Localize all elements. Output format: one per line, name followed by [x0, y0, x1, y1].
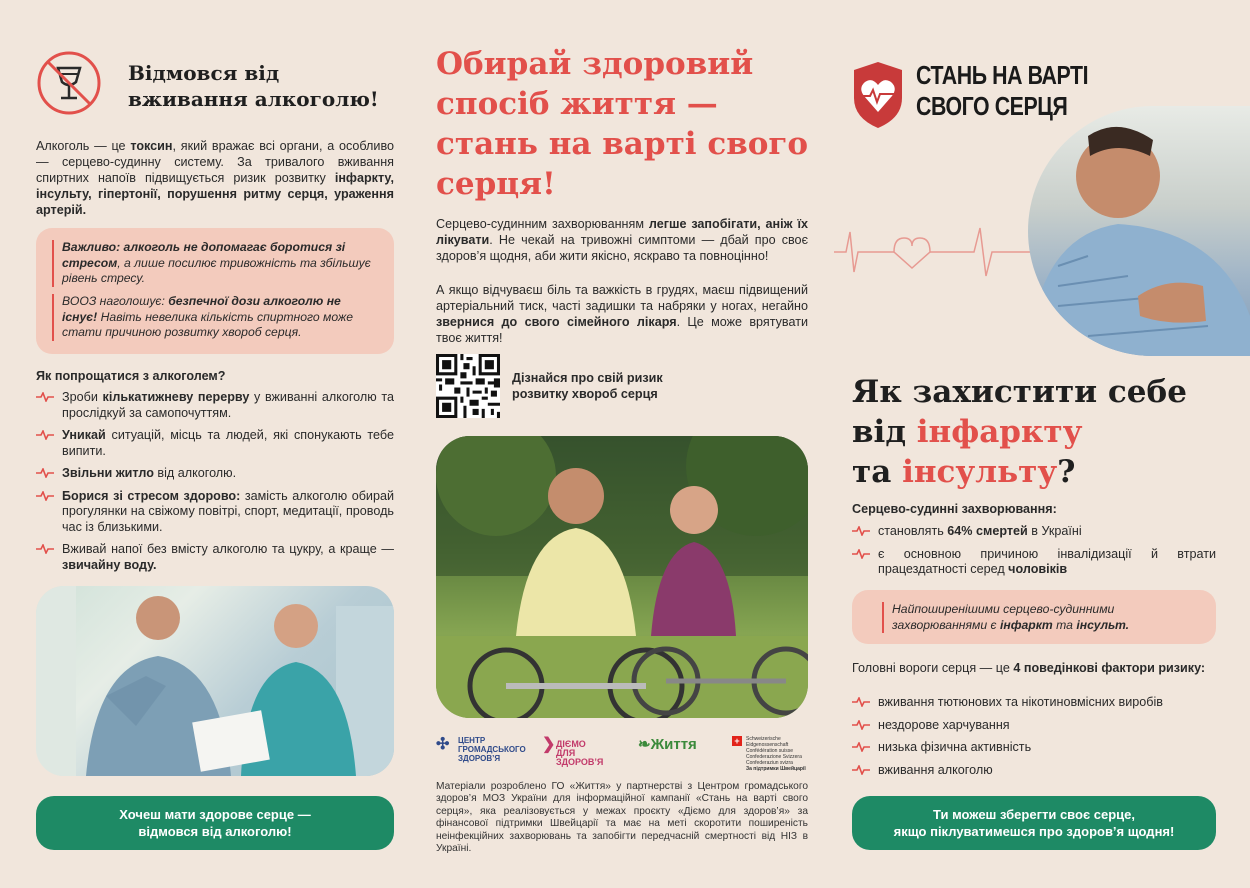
cycling-couple-photo	[436, 436, 808, 718]
list-item: становлять 64% смертей в Україні	[852, 524, 1216, 540]
warning-text: ВООЗ наголошує: безпечної дози алкоголю не існує! Навіть невелика кількість спиртного може стати причиною розвитку хвороб серця.	[52, 294, 378, 341]
banner-line: Хочеш мати здорове серце —	[119, 807, 311, 822]
quit-alcohol-banner	[36, 796, 394, 850]
campaign-brand: СТАНЬ НА ВАРТІ СВОГО СЕРЦЯ	[916, 60, 1089, 121]
zhyttia-logo: ❧Життя	[638, 736, 697, 753]
partner-logos: ✣ ЦЕНТР ГРОМАДСЬКОГО ЗДОРОВ’Я ❯ ДІЄМО ДЛЯ ЗДОРОВ’Я ❧Життя + Schweizerische Eidgenossenschaft Confédération suisse Confederazione Svizzera Confederaziun svizra За підтримки Швейцарії	[436, 736, 806, 772]
man-chest-pain-photo	[1028, 106, 1250, 356]
tips-heading: Як попрощатися з алкоголем?	[36, 369, 226, 383]
cvd-facts-list	[852, 524, 1216, 585]
list-item: є основною причиною інвалідизації й втрати працездатності серед чоловіків	[852, 547, 1216, 578]
heartbeat-bullet-icon	[852, 720, 870, 730]
left-panel	[0, 0, 416, 888]
qr-caption: Дізнайся про свій ризик розвитку хвороб серця	[512, 371, 663, 401]
intro-paragraph: Алкоголь — це токсин, який вражає всі органи, а особливо — серцево-судинну систему. За тривалого вживання спиртних напоїв підвищується ризик розвитку інфаркту, інсульту, гіпертонії, порушення ритму серця, ураження артерій.	[36, 139, 394, 217]
photo-illustration	[1028, 106, 1250, 356]
title-line: вживання алкоголю!	[128, 87, 379, 111]
cvd-heading: Серцево-судинні захворювання:	[852, 502, 1057, 516]
main-headline: Обирай здоровий спосіб життя — стань на варті свого серця!	[436, 46, 809, 202]
list-item: Зроби кількатижневу перерву у вживанні алкоголю та прослідкуй за самопочуттям.	[36, 390, 394, 421]
prevention-paragraph: Серцево-судинним захворюванням легше запобігати, аніж їх лікувати. Не чекай на тривожні симптоми — дбай про своє здоров’я щодня, аби жити якісно, яскраво та повноцінно!	[436, 217, 808, 263]
list-item: нездорове харчування	[852, 718, 1216, 734]
warning-box	[36, 228, 394, 354]
symptoms-paragraph: А якщо відчуваєш біль та важкість в грудях, маєш підвищений артеріальний тиск, часті задишки та набряки у ногах, негайно звернися до свого сімейного лікаря. Це може врятувати твоє життя!	[436, 283, 808, 345]
list-item: Вживай напої без вмісту алкоголю та цукру, а краще — звичайну воду.	[36, 542, 394, 573]
photo-illustration	[436, 436, 808, 718]
heartbeat-bullet-icon	[36, 468, 54, 478]
note-text: Найпоширенішими серцево-судинними захворюваннями є інфаркт та інсульт.	[882, 602, 1202, 633]
banner-line: якщо піклуватимешся про здоров’я щодня!	[893, 824, 1175, 839]
banner-line: Ти можеш зберегти своє серце,	[933, 807, 1135, 822]
qr-code[interactable]	[436, 354, 500, 418]
cross-pattern-icon: ✣	[436, 736, 450, 753]
list-item: Звільни житло від алкоголю.	[36, 466, 394, 482]
middle-panel	[416, 0, 834, 888]
heartbeat-line-icon	[834, 222, 1034, 282]
list-item: вживання тютюнових та нікотиновмісних виробів	[852, 695, 1216, 711]
list-item: вживання алкоголю	[852, 763, 1216, 779]
heart-shield-logo-icon	[852, 60, 904, 130]
doctor-consultation-photo	[36, 586, 394, 776]
swiss-cross-icon: +	[732, 736, 742, 746]
list-item: низька фізична активність	[852, 740, 1216, 756]
heartbeat-bullet-icon	[36, 544, 54, 554]
photo-illustration	[36, 586, 394, 776]
banner-line: відмовся від алкоголю!	[138, 824, 292, 839]
tips-list	[36, 390, 394, 580]
list-item: Уникай ситуацій, місць та людей, які спонукають тебе випити.	[36, 428, 394, 459]
risk-factors-intro: Головні вороги серця — це 4 поведінкові фактори ризику:	[852, 661, 1206, 675]
note-box	[852, 590, 1216, 644]
heartbeat-bullet-icon	[852, 549, 870, 559]
list-item: Борися зі стресом здорово: замість алкоголю обирай прогулянки на свіжому повітрі, спорт, медитації, проводь час із близькими.	[36, 489, 394, 536]
section-title	[128, 60, 379, 112]
heartbeat-bullet-icon	[36, 392, 54, 402]
heartbeat-bullet-icon	[852, 765, 870, 775]
risk-factors-list	[852, 695, 1216, 785]
credits-text: Матеріали розроблено ГО «Життя» у партнерстві з Центром громадського здоров’я МОЗ України для інформаційної кампанії «Стань на варті свого серця», яка реалізовується у межах проєкту «Діємо для здоров’я» за фінансової підтримки Швейцарії та має на меті скоротити поширеність неінфекційних захворювань та запобігти передчасній смертності від НІЗ в Україні.	[436, 781, 808, 855]
leaf-icon: ❧	[638, 736, 651, 753]
right-panel	[834, 0, 1250, 888]
heartbeat-bullet-icon	[36, 491, 54, 501]
warning-text: Важливо: алкоголь не допомагає боротися зі стресом, а лише посилює тривожність та збільшує рівень стресу.	[52, 240, 378, 287]
heartbeat-bullet-icon	[852, 526, 870, 536]
angle-bracket-icon: ❯	[542, 736, 556, 753]
no-alcohol-icon	[36, 50, 102, 116]
heartbeat-bullet-icon	[852, 742, 870, 752]
title-line: Відмовся від	[128, 61, 280, 85]
heartbeat-bullet-icon	[36, 430, 54, 440]
protect-headline: Як захистити себе від інфаркту та інсульту?	[852, 374, 1187, 490]
heart-care-banner	[852, 796, 1216, 850]
heartbeat-bullet-icon	[852, 697, 870, 707]
